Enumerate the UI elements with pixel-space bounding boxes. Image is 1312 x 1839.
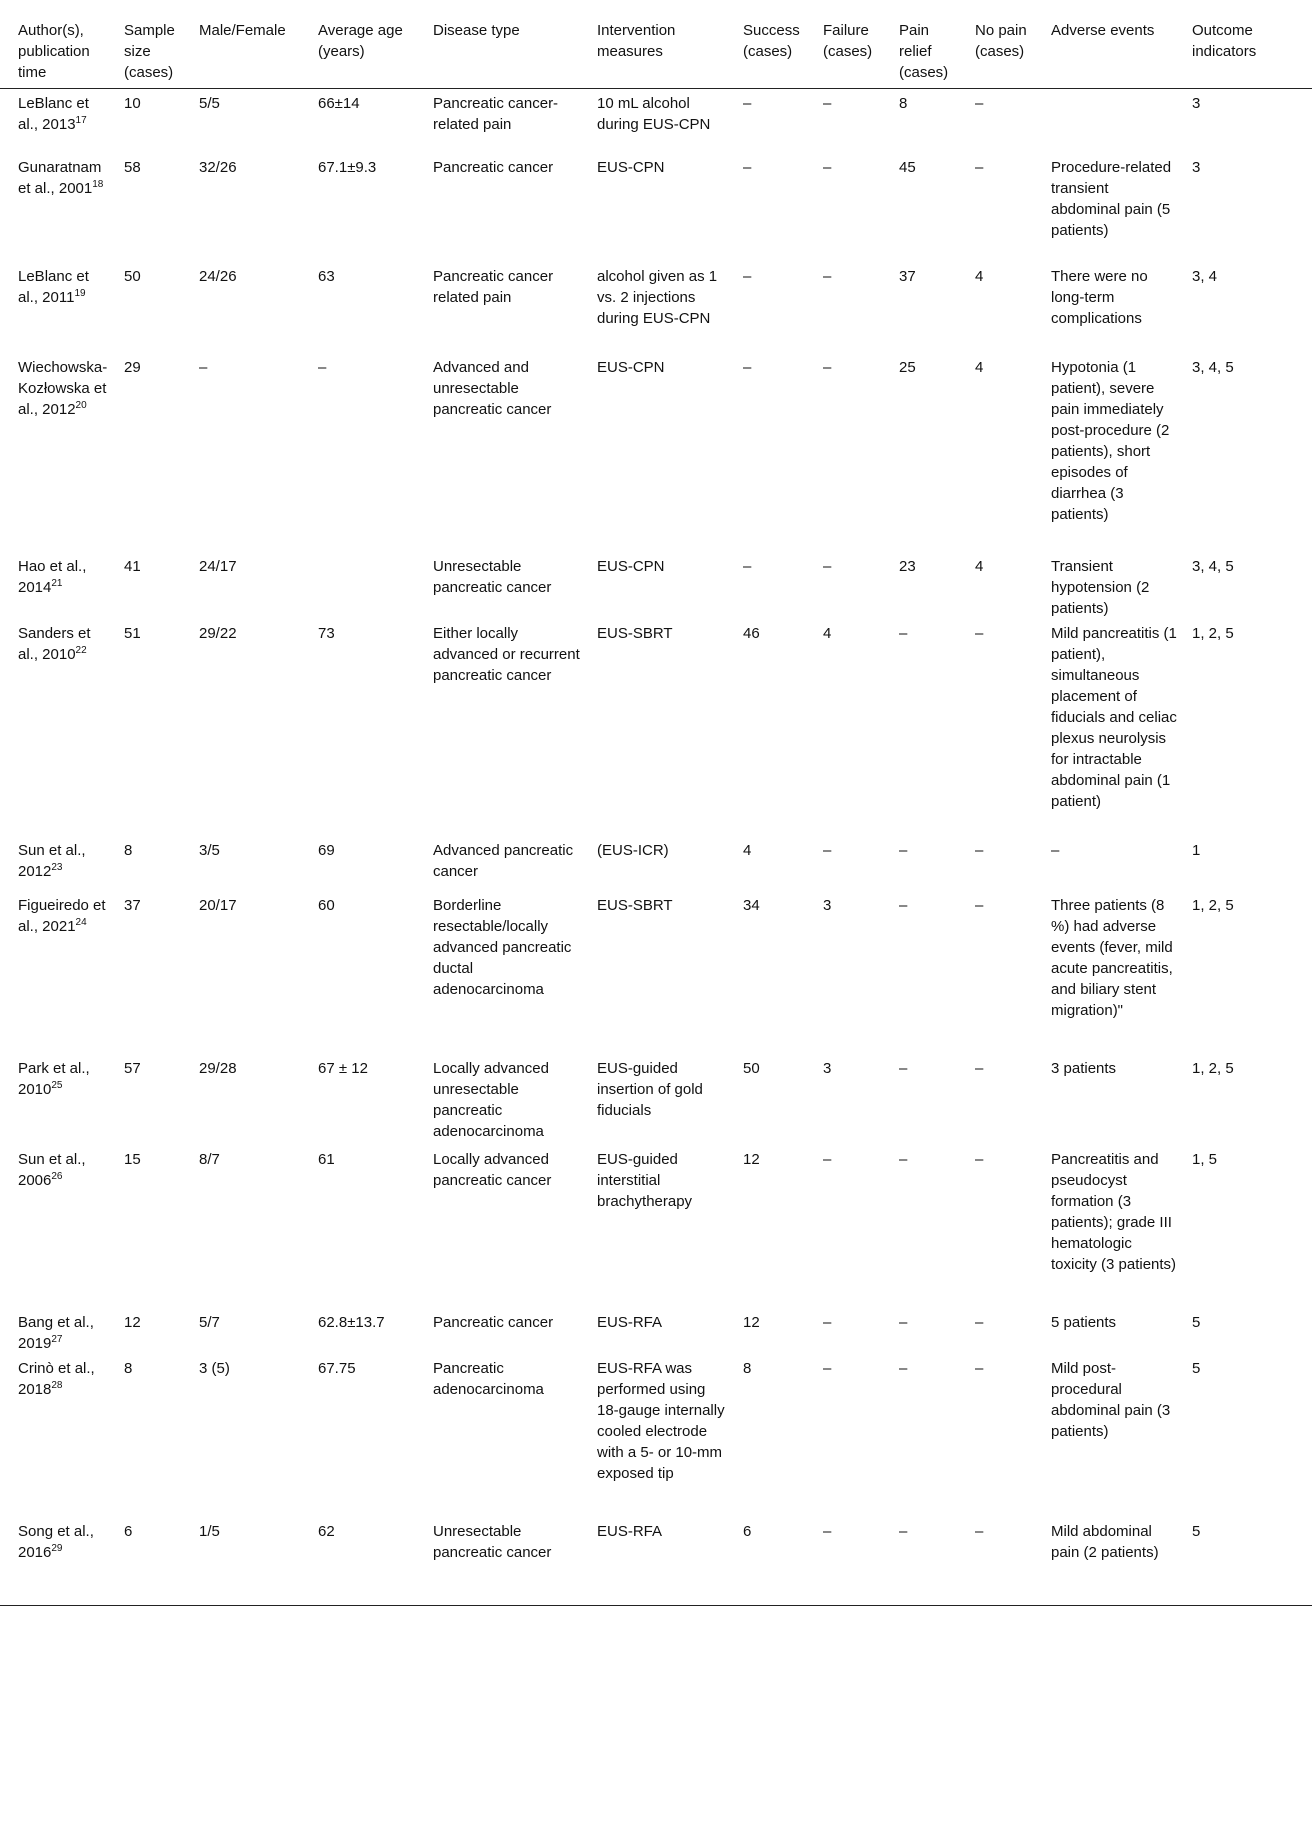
- table-row: [0, 1517, 1312, 1605]
- reference-number: 20: [75, 400, 87, 411]
- male-female-cell: 29/28: [199, 1060, 237, 1077]
- author-text: Hao et al., 2014: [18, 558, 87, 596]
- author-cell: [0, 153, 117, 262]
- author-cell: [0, 1354, 117, 1517]
- success-cell: –: [743, 558, 752, 575]
- male-female-cell: 24/26: [199, 268, 237, 285]
- table-row: [0, 552, 1312, 619]
- sample-size-cell: 41: [124, 558, 141, 575]
- success-cell: –: [743, 94, 752, 112]
- success-cell: –: [743, 159, 752, 176]
- author-cell: [0, 1517, 117, 1605]
- reference-number: 29: [51, 1543, 63, 1554]
- sample-size-cell: 12: [124, 1314, 141, 1331]
- male-female-cell: 32/26: [199, 159, 237, 176]
- intervention-cell: EUS-RFA: [597, 1314, 663, 1331]
- pain-relief-cell: 37: [899, 268, 916, 285]
- outcome-cell: 1: [1192, 842, 1201, 859]
- pain-relief-cell: –: [899, 1060, 908, 1077]
- average-age-cell: 62: [318, 1523, 335, 1540]
- adverse-events-cell: 3 patients: [1051, 1060, 1117, 1077]
- intervention-cell: (EUS-ICR): [597, 842, 669, 859]
- male-female-cell: 5/5: [199, 94, 220, 112]
- outcome-cell: 3, 4, 5: [1192, 558, 1234, 575]
- average-age-cell: 73: [318, 625, 335, 642]
- failure-cell: –: [823, 1523, 832, 1540]
- average-age-cell: 69: [318, 842, 335, 859]
- failure-cell: –: [823, 1151, 832, 1168]
- sample-size-cell: 29: [124, 359, 141, 376]
- sample-size-cell: 51: [124, 625, 141, 642]
- male-female-cell: 1/5: [199, 1523, 220, 1540]
- header-intervention: Intervention measures: [597, 22, 676, 60]
- success-cell: 6: [743, 1523, 752, 1540]
- intervention-cell: EUS-guided insertion of gold fiducials: [597, 1060, 703, 1119]
- adverse-events-cell: Mild pancreatitis (1 patient), simultaneous placement of fiducials and celiac plexus neurolysis for intractable abdominal pain (1 patient): [1051, 625, 1177, 810]
- average-age-cell: 67.75: [318, 1360, 356, 1377]
- average-age-cell: 66±14: [318, 94, 360, 112]
- table-header: [0, 0, 1312, 88]
- header-sex: Male/Female: [199, 22, 286, 39]
- pain-relief-cell: –: [899, 1151, 908, 1168]
- male-female-cell: 24/17: [199, 558, 237, 575]
- author-cell: [0, 1145, 117, 1308]
- header-row: [0, 0, 1312, 88]
- average-age-cell: 67.1±9.3: [318, 159, 377, 176]
- average-age-cell: [311, 552, 426, 619]
- failure-cell: –: [823, 558, 832, 575]
- male-female-cell: 3/5: [199, 842, 220, 859]
- pain-relief-cell: –: [899, 842, 908, 859]
- failure-cell: 4: [823, 625, 832, 642]
- header-disease: Disease type: [433, 22, 520, 39]
- outcome-cell: 5: [1192, 1360, 1201, 1377]
- table-row: [0, 153, 1312, 262]
- author-text: Sun et al., 2012: [18, 842, 86, 880]
- male-female-cell: 29/22: [199, 625, 237, 642]
- intervention-cell: EUS-RFA was performed using 18-gauge internally cooled electrode with a 5- or 10-mm exposed tip: [597, 1360, 725, 1482]
- disease-type-cell: Locally advanced unresectable pancreatic adenocarcinoma: [433, 1060, 549, 1140]
- failure-cell: 3: [823, 1060, 832, 1077]
- intervention-cell: alcohol given as 1 vs. 2 injections during EUS-CPN: [597, 268, 718, 327]
- adverse-events-cell: –: [1051, 842, 1060, 859]
- disease-type-cell: Unresectable pancreatic cancer: [433, 558, 552, 596]
- sample-size-cell: 8: [124, 1360, 133, 1377]
- adverse-events-cell: Mild abdominal pain (2 patients): [1051, 1523, 1159, 1561]
- intervention-cell: EUS-CPN: [597, 558, 665, 575]
- author-cell: [0, 353, 117, 552]
- header-success: Success (cases): [743, 22, 800, 60]
- reference-number: 21: [51, 578, 63, 589]
- sample-size-cell: 58: [124, 159, 141, 176]
- disease-type-cell: Pancreatic adenocarcinoma: [433, 1360, 544, 1398]
- failure-cell: –: [823, 359, 832, 376]
- no-pain-cell: –: [975, 625, 984, 642]
- sample-size-cell: 50: [124, 268, 141, 285]
- pain-relief-cell: –: [899, 1523, 908, 1540]
- success-cell: 4: [743, 842, 752, 859]
- pain-relief-cell: –: [899, 1314, 908, 1331]
- reference-number: 24: [75, 917, 87, 928]
- sample-size-cell: 57: [124, 1060, 141, 1077]
- header-relief: Pain relief (cases): [899, 22, 949, 81]
- reference-number: 17: [75, 114, 87, 126]
- author-cell: [0, 262, 117, 353]
- table-row: [0, 353, 1312, 552]
- no-pain-cell: –: [975, 897, 984, 914]
- no-pain-cell: –: [975, 1360, 984, 1377]
- reference-number: 26: [51, 1171, 63, 1182]
- failure-cell: 3: [823, 897, 832, 914]
- adverse-events-cell: 5 patients: [1051, 1314, 1117, 1331]
- adverse-events-cell: Transient hypotension (2 patients): [1051, 558, 1150, 617]
- pain-relief-cell: –: [899, 1360, 908, 1377]
- intervention-cell: EUS-SBRT: [597, 897, 673, 914]
- table-row: [0, 1054, 1312, 1145]
- male-female-cell: 20/17: [199, 897, 237, 914]
- reference-number: 22: [75, 645, 87, 656]
- pain-relief-cell: 23: [899, 558, 916, 575]
- header-nopain: No pain (cases): [975, 22, 1027, 60]
- no-pain-cell: –: [975, 1523, 984, 1540]
- header-sample: Sample size (cases): [124, 22, 175, 81]
- adverse-events-cell: Pancreatitis and pseudocyst formation (3 patients); grade III hematologic toxicity (3 patients): [1051, 1151, 1177, 1273]
- no-pain-cell: 4: [975, 268, 984, 285]
- failure-cell: –: [823, 268, 832, 285]
- reference-number: 25: [51, 1080, 63, 1091]
- reference-number: 27: [51, 1334, 63, 1345]
- intervention-cell: EUS-CPN: [597, 159, 665, 176]
- adverse-events-cell: [1044, 88, 1185, 153]
- disease-type-cell: Either locally advanced or recurrent pancreatic cancer: [433, 625, 580, 684]
- outcome-cell: 1, 2, 5: [1192, 1060, 1234, 1077]
- pain-relief-cell: –: [899, 625, 908, 642]
- pain-relief-cell: 25: [899, 359, 916, 376]
- author-text: Sun et al., 2006: [18, 1151, 86, 1189]
- adverse-events-cell: Hypotonia (1 patient), severe pain immediately post-procedure (2 patients), short episodes of diarrhea (3 patients): [1051, 359, 1170, 523]
- average-age-cell: 60: [318, 897, 335, 914]
- author-text: Crinò et al., 2018: [18, 1360, 95, 1398]
- adverse-events-cell: Procedure-related transient abdominal pain (5 patients): [1051, 159, 1172, 239]
- table-row: [0, 836, 1312, 891]
- outcome-cell: 1, 2, 5: [1192, 625, 1234, 642]
- author-cell: [0, 891, 117, 1054]
- author-cell: [0, 88, 117, 153]
- disease-type-cell: Locally advanced pancreatic cancer: [433, 1151, 552, 1189]
- outcome-cell: 3, 4, 5: [1192, 359, 1234, 376]
- header-failure: Failure (cases): [823, 22, 873, 60]
- adverse-events-cell: Mild post-procedural abdominal pain (3 patients): [1051, 1360, 1171, 1440]
- success-cell: 8: [743, 1360, 752, 1377]
- reference-number: 23: [51, 862, 63, 873]
- no-pain-cell: –: [975, 1314, 984, 1331]
- intervention-cell: EUS-SBRT: [597, 625, 673, 642]
- no-pain-cell: –: [975, 1060, 984, 1077]
- table-row: [0, 891, 1312, 1054]
- disease-type-cell: Pancreatic cancer-related pain: [433, 94, 559, 133]
- average-age-cell: –: [318, 359, 327, 376]
- intervention-cell: EUS-guided interstitial brachytherapy: [597, 1151, 693, 1210]
- outcome-cell: 3: [1192, 94, 1201, 112]
- average-age-cell: 62.8±13.7: [318, 1314, 385, 1331]
- no-pain-cell: –: [975, 842, 984, 859]
- outcome-cell: 5: [1192, 1523, 1201, 1540]
- author-text: Bang et al., 2019: [18, 1314, 94, 1352]
- outcome-cell: 1, 2, 5: [1192, 897, 1234, 914]
- adverse-events-cell: Three patients (8 %) had adverse events (fever, mild acute pancreatitis, and biliary stent migration)": [1051, 897, 1173, 1019]
- table-row: [0, 1145, 1312, 1308]
- author-cell: [0, 552, 117, 619]
- no-pain-cell: –: [975, 1151, 984, 1168]
- sample-size-cell: 37: [124, 897, 141, 914]
- outcome-cell: 5: [1192, 1314, 1201, 1331]
- male-female-cell: 5/7: [199, 1314, 220, 1331]
- no-pain-cell: –: [975, 159, 984, 176]
- author-text: Park et al., 2010: [18, 1060, 90, 1098]
- author-text: LeBlanc et al., 2011: [18, 268, 89, 306]
- intervention-cell: EUS-RFA: [597, 1523, 663, 1540]
- reference-number: 18: [92, 179, 104, 190]
- disease-type-cell: Pancreatic cancer related pain: [433, 268, 554, 306]
- adverse-events-cell: There were no long-term complications: [1051, 268, 1148, 327]
- success-cell: –: [743, 359, 752, 376]
- author-text: LeBlanc et al., 2013: [18, 94, 89, 133]
- success-cell: –: [743, 268, 752, 285]
- male-female-cell: 8/7: [199, 1151, 220, 1168]
- no-pain-cell: –: [975, 94, 984, 112]
- outcome-cell: 3: [1192, 159, 1201, 176]
- sample-size-cell: 8: [124, 842, 133, 859]
- success-cell: 12: [743, 1151, 760, 1168]
- reference-number: 19: [74, 288, 86, 299]
- table-body: [0, 88, 1312, 1605]
- header-outcome: Outcome indicators: [1192, 22, 1257, 60]
- table-row: [0, 1308, 1312, 1354]
- pain-relief-cell: 8: [899, 94, 908, 112]
- disease-type-cell: Advanced and unresectable pancreatic cancer: [433, 359, 552, 418]
- table-row: [0, 262, 1312, 353]
- sample-size-cell: 15: [124, 1151, 141, 1168]
- failure-cell: –: [823, 1314, 832, 1331]
- author-cell: [0, 836, 117, 891]
- no-pain-cell: 4: [975, 558, 984, 575]
- table-row: [0, 619, 1312, 836]
- table-row: [0, 88, 1312, 153]
- success-cell: 34: [743, 897, 760, 914]
- author-cell: [0, 619, 117, 836]
- disease-type-cell: Advanced pancreatic cancer: [433, 842, 574, 880]
- outcome-cell: 3, 4: [1192, 268, 1218, 285]
- pain-relief-cell: 45: [899, 159, 916, 176]
- header-age: Average age (years): [318, 22, 403, 60]
- male-female-cell: 3 (5): [199, 1360, 230, 1377]
- disease-type-cell: Unresectable pancreatic cancer: [433, 1523, 552, 1561]
- author-text: Song et al., 2016: [18, 1523, 94, 1561]
- sample-size-cell: 10: [124, 94, 141, 112]
- author-text: Sanders et al., 2010: [18, 625, 91, 663]
- disease-type-cell: Pancreatic cancer: [433, 159, 554, 176]
- failure-cell: –: [823, 94, 832, 112]
- success-cell: 46: [743, 625, 760, 642]
- author-text: Wiechowska-Kozłowska et al., 2012: [18, 359, 108, 418]
- average-age-cell: 61: [318, 1151, 335, 1168]
- reference-number: 28: [51, 1380, 63, 1391]
- author-text: Figueiredo et al., 2021: [18, 897, 106, 935]
- average-age-cell: 67 ± 12: [318, 1060, 368, 1077]
- failure-cell: –: [823, 1360, 832, 1377]
- no-pain-cell: 4: [975, 359, 984, 376]
- outcome-cell: 1, 5: [1192, 1151, 1218, 1168]
- author-cell: [0, 1308, 117, 1354]
- intervention-cell: EUS-CPN: [597, 359, 665, 376]
- disease-type-cell: Pancreatic cancer: [433, 1314, 554, 1331]
- pain-relief-cell: –: [899, 897, 908, 914]
- sample-size-cell: 6: [124, 1523, 133, 1540]
- table-row: [0, 1354, 1312, 1517]
- author-text: Gunaratnam et al., 2001: [18, 159, 102, 197]
- failure-cell: –: [823, 159, 832, 176]
- average-age-cell: 63: [318, 268, 335, 285]
- male-female-cell: –: [199, 359, 208, 376]
- header-author: Author(s), publication time: [18, 22, 90, 81]
- disease-type-cell: Borderline resectable/locally advanced pancreatic ductal adenocarcinoma: [433, 897, 572, 998]
- success-cell: 12: [743, 1314, 760, 1331]
- header-adverse: Adverse events: [1051, 22, 1155, 39]
- success-cell: 50: [743, 1060, 760, 1077]
- intervention-cell: 10 mL alcohol during EUS-CPN: [597, 94, 711, 133]
- author-cell: [0, 1054, 117, 1145]
- failure-cell: –: [823, 842, 832, 859]
